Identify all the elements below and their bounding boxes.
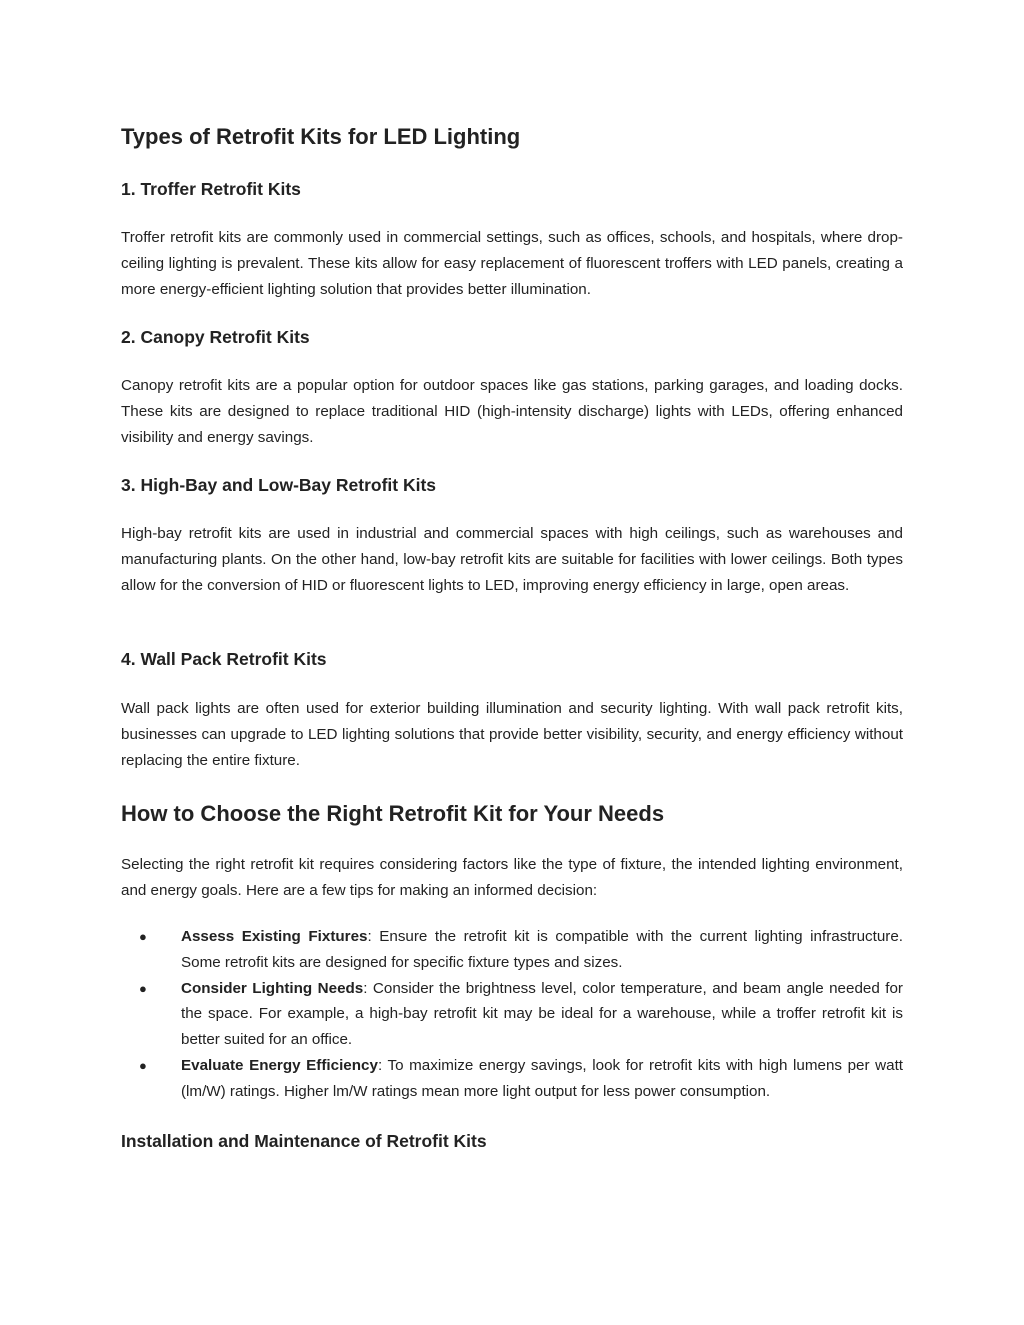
list-item [121, 1053, 903, 1105]
bullet-icon: ● [139, 929, 147, 944]
tips-list [121, 924, 903, 1105]
heading-wall-pack-retrofit-kits: 4. Wall Pack Retrofit Kits [121, 649, 327, 669]
tip-text: : Ensure the retrofit kit is compatible with the current lighting infrastructure. Some retrofit kits are designed for specific fixture types and sizes. [181, 928, 904, 971]
heading-installation-maintenance: Installation and Maintenance of Retrofit Kits [121, 1131, 487, 1151]
heading-troffer-retrofit-kits: 1. Troffer Retrofit Kits [121, 179, 301, 199]
paragraph-wall-pack: Wall pack lights are often used for exterior building illumination and security lighting. With wall pack retrofit kits, businesses can upgrade to LED lighting solutions that provide better visibility, security, and energy efficiency without replacing the entire fixture. [121, 700, 903, 769]
bullet-icon: ● [139, 1057, 147, 1073]
tip-term: Consider Lighting Needs [181, 979, 364, 997]
heading-high-low-bay-retrofit-kits: 3. High-Bay and Low-Bay Retrofit Kits [121, 475, 437, 495]
heading-how-to-choose: How to Choose the Right Retrofit Kit for Your Needs [121, 801, 665, 826]
list-item [121, 976, 903, 1053]
tip-term: Evaluate Energy Efficiency [181, 1056, 378, 1074]
paragraph-choose-intro: Selecting the right retrofit kit requires considering factors like the type of fixture, the intended lighting environment, and energy goals. Here are a few tips for making an informed decision: [121, 856, 903, 899]
heading-canopy-retrofit-kits: 2. Canopy Retrofit Kits [121, 327, 310, 347]
tip-text: : To maximize energy savings, look for retrofit kits with high lumens per watt (lm/W) ratings. Higher lm/W ratings mean more light output for less power consumption. [181, 1056, 904, 1100]
bullet-icon: ● [139, 980, 147, 996]
paragraph-canopy: Canopy retrofit kits are a popular option for outdoor spaces like gas stations, parking garages, and loading docks. These kits are designed to replace traditional HID (high-intensity discharge) lights with LEDs, offering enhanced visibility and energy savings. [121, 377, 903, 446]
paragraph-troffer: Troffer retrofit kits are commonly used in commercial settings, such as offices, schools, and hospitals, where drop-ceiling lighting is prevalent. These kits allow for easy replacement of fluorescent troffers with LED panels, creating a more energy-efficient lighting solution that provides better illumination. [121, 229, 903, 298]
heading-types-of-retrofit-kits: Types of Retrofit Kits for LED Lighting [121, 124, 521, 149]
list-item [121, 924, 903, 976]
paragraph-high-low-bay: High-bay retrofit kits are used in industrial and commercial spaces with high ceilings, such as warehouses and manufacturing plants. On the other hand, low-bay retrofit kits are suitable for facilities with lower ceilings. Both types allow for the conversion of HID or fluorescent lights to LED, improving energy efficiency in large, open areas. [121, 525, 903, 594]
tip-text: : Consider the brightness level, color temperature, and beam angle needed for the space. For example, a high-bay retrofit kit may be ideal for a warehouse, while a troffer retrofit kit is better suited for an office. [181, 979, 903, 1049]
tip-term: Assess Existing Fixtures [181, 928, 368, 945]
